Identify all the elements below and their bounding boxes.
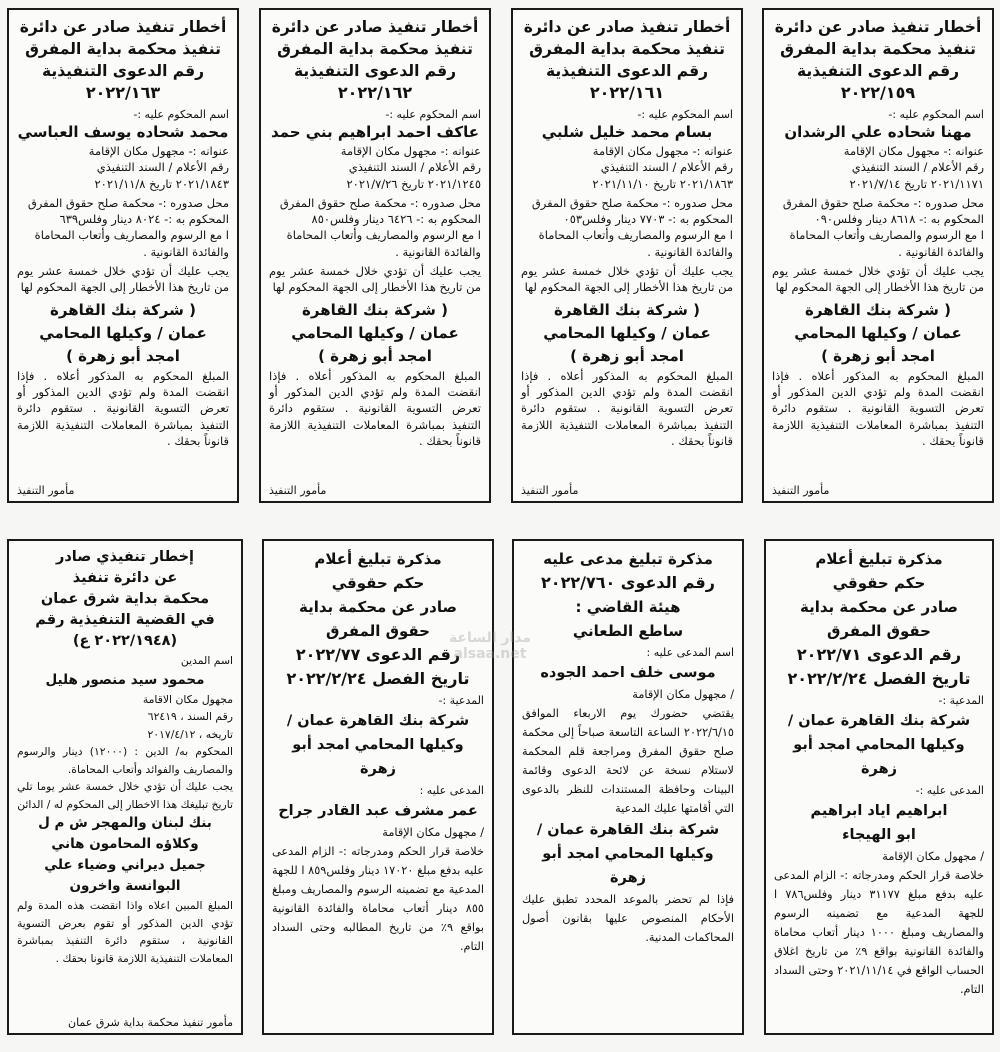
header-line: إخطار تنفيذي صادر <box>55 549 195 565</box>
ruling-date: تاريخ الفصل ٢٠٢٢/٢/٢٤ <box>286 669 470 688</box>
judge-name: ساطع الطعاني <box>572 622 684 640</box>
party-line: وكيلها المحامي امجد أبو زهرة <box>292 737 464 777</box>
header-line: رقم الدعوى التنفيذية <box>796 62 960 80</box>
party-line: شركة بنك القاهرة عمان / <box>286 713 470 729</box>
header-line: أخطار تنفيذ صادر عن دائرة <box>19 18 227 36</box>
source-line: ا مع الرسوم والمصاريف وأتعاب المحاماة <box>789 228 984 243</box>
notice-summons-760 <box>512 539 744 1035</box>
header-line: رقم الدعوى التنفيذية <box>545 62 709 80</box>
header-line: تنفيذ محكمة بداية المفرق <box>25 40 221 58</box>
signature: مأمور التنفيذ <box>521 484 579 497</box>
party-line: امجد أبو زهرة ) <box>570 346 684 365</box>
notice-header <box>521 16 733 104</box>
header-line: صادر عن محكمة بداية <box>298 598 457 616</box>
address: عنوانه :- مجهول مكان الإقامة <box>340 144 481 158</box>
notice-header <box>774 547 984 691</box>
address: مجهول مكان الاقامة <box>142 692 233 706</box>
creditor-line: وكلاؤه المحامون هاني <box>51 836 199 852</box>
source-line: ا مع الرسوم والمصاريف وأتعاب المحاماة <box>286 228 481 243</box>
case-number: رقم الدعوى ٢٠٢٢/٧٦٠ <box>541 573 715 592</box>
notice-header <box>17 16 229 104</box>
source-line: والفائدة القانونية . <box>647 244 733 259</box>
notice-execution-163 <box>7 8 239 503</box>
notice-header <box>17 547 233 652</box>
signature: مأمور تنفيذ محكمة بداية شرق عمان <box>68 1016 233 1029</box>
source-line: والفائدة القانونية . <box>395 244 481 259</box>
creditor-party <box>772 299 984 368</box>
doc-line: ٢٠٢١/١١٧١ تاريخ ٢٠٢١/٧/١٤ <box>849 176 984 191</box>
debtor-name: محمود سيد منصور هليل <box>45 671 205 688</box>
address: عنوانه :- مجهول مكان الإقامة <box>592 144 733 158</box>
notice-judgment-77 <box>262 539 494 1035</box>
party-line: ( شركة بنك القاهرة <box>302 300 448 319</box>
party-line: وكيلها المحامي امجد أبو زهرة <box>542 846 714 886</box>
source-line: محل صدوره :- محكمة صلح حقوق المفرق <box>531 195 733 210</box>
defendant-name <box>774 799 984 847</box>
name-line: ابراهيم اياد ابراهيم <box>810 803 948 819</box>
source-line: محل صدوره :- محكمة صلح حقوق المفرق <box>279 195 481 210</box>
case-number: ٢٠٢٢/١٦٢ <box>337 83 413 102</box>
source-line: المحكوم به :- ٧٧٠٣ دينار وفلس٠٥٣ <box>563 212 733 227</box>
case-number: (٢٠٢٢/١٩٤٨ ع) <box>72 633 178 649</box>
header-line: في القضية التنفيذية رقم <box>35 612 215 628</box>
header-line: صادر عن محكمة بداية <box>799 598 958 616</box>
notice-header <box>772 16 984 104</box>
warning-text: يجب عليك أن تؤدي خلال خمسة عشر يوما تلي تاريخ تبليغك هذا الاخطار إلى المحكوم له / الدائن <box>17 780 233 811</box>
notice-judgment-71 <box>764 539 994 1035</box>
header-line: رقم الدعوى التنفيذية <box>41 62 205 80</box>
doc-line: ٢٠٢١/١٨٦٣ تاريخ ٢٠٢١/١١/١٠ <box>592 176 733 191</box>
defendant-label: اسم المحكوم عليه :- <box>888 108 984 121</box>
defendant-label: المدعى عليه : <box>419 784 484 797</box>
header-line: أخطار تنفيذ صادر عن دائرة <box>774 18 982 36</box>
creditor-party <box>269 299 481 368</box>
header-line: أخطار تنفيذ صادر عن دائرة <box>271 18 479 36</box>
debtor-label: اسم المدين <box>180 654 233 667</box>
closing-text: المبلغ المحكوم به المذكور أعلاه . فإذا انقضت المدة ولم تؤدي الدين المذكور أو تعرض التسوية القانونية . ستقوم دائرة التنفيذ بمباشرة المعاملات التنفيذية اللازمة قانوناً بحقك . <box>17 368 229 448</box>
source-line: ا مع الرسوم والمصاريف وأتعاب المحاماة <box>538 228 733 243</box>
case-number: ٢٠٢٢/١٥٩ <box>840 83 916 102</box>
header-line: أخطار تنفيذ صادر عن دائرة <box>523 18 731 36</box>
party-line: عمان / وكيلها المحامي <box>39 323 207 342</box>
defendant-label: اسم المحكوم عليه :- <box>133 108 229 121</box>
header-line: مذكرة تبليغ مدعى عليه <box>543 550 713 568</box>
name-line: ابو الهيجاء <box>842 827 916 843</box>
case-number: رقم الدعوى ٢٠٢٢/٧١ <box>796 645 962 664</box>
address: عنوانه :- مجهول مكان الإقامة <box>88 144 229 158</box>
defendant-label: اسم المحكوم عليه :- <box>385 108 481 121</box>
case-number: ٢٠٢٢/١٦١ <box>589 83 665 102</box>
header-line: تنفيذ محكمة بداية المفرق <box>780 40 976 58</box>
judgment-amount: المحكوم به/ الدين : (١٢٠٠٠) دينار والرسوم والمصاريف والفوائد وأتعاب المحاماة. <box>17 745 234 776</box>
bond-date: تاريخه ، ٢٠١٧/٤/١٢ <box>147 727 233 741</box>
address: / مجهول مكان الإقامة <box>382 826 484 839</box>
header-line: تنفيذ محكمة بداية المفرق <box>277 40 473 58</box>
defendant-name: محمد شحاده يوسف العباسي <box>17 123 229 141</box>
party-line: ( شركة بنك القاهرة <box>805 300 951 319</box>
closing-text: المبلغ المحكوم به المذكور أعلاه . فإذا انقضت المدة ولم تؤدي الدين المذكور أو تعرض التسوية القانونية . ستقوم دائرة التنفيذ بمباشرة المعاملات التنفيذية اللازمة قانوناً بحقك . <box>772 368 984 448</box>
closing-text: المبلغ المبين اعلاه واذا انقضت هذه المدة ولم تؤدي الدين المذكور أو تقوم بعرض التسوية القانونية ، ستقوم دائرة التنفيذ بمباشرة المعاملات التنفيذية اللازمة قانونا بحقك . <box>17 899 233 965</box>
signature: مأمور التنفيذ <box>772 484 830 497</box>
party-line: امجد أبو زهرة ) <box>318 346 432 365</box>
watermark-latin: alsaa.net <box>453 646 527 662</box>
plaintiff-name <box>272 709 484 781</box>
signature: مأمور التنفيذ <box>17 484 75 497</box>
defendant-label: اسم المحكوم عليه :- <box>637 108 733 121</box>
address: عنوانه :- مجهول مكان الإقامة <box>843 144 984 158</box>
bond-number: رقم السند ، ٦٢٤١٩ <box>147 710 233 723</box>
source-line: المحكوم به :- ٦٤٢٦ دينار وفلس٨٥٠ <box>311 212 481 227</box>
doc-line: رقم الأعلام / السند التنفيذي <box>96 160 229 175</box>
party-line: ( شركة بنك القاهرة <box>50 300 196 319</box>
notice-execution-1948 <box>7 539 243 1035</box>
header-line: محكمة بداية شرق عمان <box>40 591 210 607</box>
party-line: ( شركة بنك القاهرة <box>554 300 700 319</box>
creditor-party <box>17 299 229 368</box>
source-line: والفائدة القانونية . <box>898 244 984 259</box>
watermark-arabic: مدار الساعة <box>448 630 532 646</box>
defendant-name: عاكف احمد ابراهيم بني حمد <box>270 123 480 141</box>
header-line: رقم الدعوى التنفيذية <box>293 62 457 80</box>
party-line: عمان / وكيلها المحامي <box>794 323 962 342</box>
defendant-name: مهنا شحاده علي الرشدان <box>784 123 972 141</box>
party-line: شركة بنك القاهرة عمان / <box>536 822 720 838</box>
closing-text: فإذا لم تحضر بالموعد المحدد تطبق عليك الأحكام المنصوص عليها بقانون أصول المحاكمات المدنية. <box>522 893 734 944</box>
notice-header <box>522 547 734 643</box>
source-line: المحكوم به :- ٨٠٢٤ دينار وفلس٦٣٩ <box>59 212 229 227</box>
party-line: عمان / وكيلها المحامي <box>543 323 711 342</box>
header-line: مذكرة تبليغ أعلام <box>314 550 442 568</box>
address: / مجهول مكان الإقامة <box>632 688 734 701</box>
warning-text: يجب عليك أن تؤدي خلال خمسة عشر يوم من تاريخ هذا الأخطار إلى الجهة المحكوم لها <box>521 264 733 295</box>
creditor-party <box>521 299 733 368</box>
header-line: حكم حقوقي <box>331 574 425 592</box>
address: / مجهول مكان الإقامة <box>882 850 984 863</box>
defendant-name: موسى خلف احمد الجوده <box>540 665 716 681</box>
header-line: حقوق المفرق <box>325 622 430 640</box>
warning-text: يجب عليك أن تؤدي خلال خمسة عشر يوم من تاريخ هذا الأخطار إلى الجهة المحكوم لها <box>17 264 229 295</box>
header-line: هيئة القاضي : <box>575 598 681 616</box>
case-number: رقم الدعوى ٢٠٢٢/٧٧ <box>295 645 461 664</box>
plaintiff-name <box>774 709 984 781</box>
closing-text: المبلغ المحكوم به المذكور أعلاه . فإذا انقضت المدة ولم تؤدي الدين المذكور أو تعرض التسوية القانونية . ستقوم دائرة التنفيذ بمباشرة المعاملات التنفيذية اللازمة قانوناً بحقك . <box>521 368 733 448</box>
party-line: امجد أبو زهرة ) <box>66 346 180 365</box>
defendant-label: المدعى عليه :- <box>915 784 984 797</box>
header-line: حقوق المفرق <box>826 622 931 640</box>
closing-text: المبلغ المحكوم به المذكور أعلاه . فإذا انقضت المدة ولم تؤدي الدين المذكور أو تعرض التسوية القانونية . ستقوم دائرة التنفيذ بمباشرة المعاملات التنفيذية اللازمة قانوناً بحقك . <box>269 368 481 448</box>
doc-line: رقم الأعلام / السند التنفيذي <box>348 160 481 175</box>
creditor-line: البوانسة واخرون <box>69 878 181 894</box>
notice-execution-161 <box>511 8 743 503</box>
defendant-name: عمر مشرف عبد القادر جراح <box>278 803 478 819</box>
source-line: والفائدة القانونية . <box>143 244 229 259</box>
party-line: امجد أبو زهرة ) <box>821 346 935 365</box>
doc-line: ٢٠٢١/١٨٤٣ تاريخ ٢٠٢١/١١/٨ <box>94 176 229 191</box>
party-line: وكيلها المحامي امجد أبو زهرة <box>793 737 965 777</box>
party-line: شركة بنك القاهرة عمان / <box>787 713 971 729</box>
header-line: عن دائرة تنفيذ <box>72 570 178 586</box>
creditor-name <box>17 813 233 897</box>
case-number: ٢٠٢٢/١٦٣ <box>85 83 161 102</box>
plaintiff-label: المدعية :- <box>938 694 984 707</box>
plaintiff-label: المدعية :- <box>438 694 484 707</box>
ruling-date: تاريخ الفصل ٢٠٢٢/٢/٢٤ <box>787 669 971 688</box>
header-line: حكم حقوقي <box>832 574 926 592</box>
doc-line: ٢٠٢١/١٢٤٥ تاريخ ٢٠٢١/٧/٢٦ <box>346 176 481 191</box>
source-line: محل صدوره :- محكمة صلح حقوق المفرق <box>782 195 984 210</box>
source-line: محل صدوره :- محكمة صلح حقوق المفرق <box>27 195 229 210</box>
party-line: عمان / وكيلها المحامي <box>291 323 459 342</box>
doc-line: رقم الأعلام / السند التنفيذي <box>600 160 733 175</box>
judgment-summary: خلاصة قرار الحكم ومدرجاته :- الزام المدعى عليه بدفع مبلغ ٣١١٧٧ دينار وفلس٧٨٦ ا للجهة المدعية مع تضمينه الرسوم والمصاريف ومبلغ ١٠٠٠ دينار أتعاب محاماة والفائدة القانونية بواقع ٩٪ من تاريخ اغلاق الحساب الواقع في ٢٠٢١/١١/١٤ وحتى السداد التام. <box>774 869 985 996</box>
header-line: تنفيذ محكمة بداية المفرق <box>529 40 725 58</box>
notice-header <box>272 547 484 691</box>
summons-text: يقتضي حضورك يوم الاربعاء الموافق ٢٠٢٢/٦/١٥ الساعة التاسعة صباحاً إلى محكمة صلح حقوق المفرق ومراجعة قلم المحكمة لاستلام نسخة عن لائحة الدعوى وقائمة البينات وحافظة المستندات للنظر بالدعوى التي أقامتها عليك المدعية <box>522 707 734 815</box>
creditor-line: بنك لبنان والمهجر ش م ل <box>38 815 212 831</box>
notice-execution-159 <box>762 8 994 503</box>
warning-text: يجب عليك أن تؤدي خلال خمسة عشر يوم من تاريخ هذا الأخطار إلى الجهة المحكوم لها <box>772 264 984 295</box>
defendant-label: اسم المدعى عليه : <box>646 646 734 659</box>
doc-line: رقم الأعلام / السند التنفيذي <box>851 160 984 175</box>
source-line: المحكوم به :- ٨٦١٨ دينار وفلس٠٩٠ <box>814 212 984 227</box>
creditor-line: جميل ديراني وضياء علي <box>44 857 206 873</box>
judgment-summary: خلاصة قرار الحكم ومدرجاته :- الزام المدعى عليه بدفع مبلغ ١٧٠٢٠ دينار وفلس٨٥٩ ا للجهة المدعية مع تضمينه الرسوم والمصاريف ومبلغ ٨٥٥ دينار أتعاب محاماة والفائدة القانونية بواقع ٩٪ من تاريخ المطالبه وحتى السداد التام. <box>272 845 485 953</box>
defendant-name: بسام محمد خليل شلبي <box>541 123 713 141</box>
header-line: مذكرة تبليغ أعلام <box>815 550 943 568</box>
signature: مأمور التنفيذ <box>269 484 327 497</box>
notice-execution-162 <box>259 8 491 503</box>
source-line: ا مع الرسوم والمصاريف وأتعاب المحاماة <box>34 228 229 243</box>
plaintiff-name <box>522 818 734 890</box>
notice-header <box>269 16 481 104</box>
warning-text: يجب عليك أن تؤدي خلال خمسة عشر يوم من تاريخ هذا الأخطار إلى الجهة المحكوم لها <box>269 264 481 295</box>
